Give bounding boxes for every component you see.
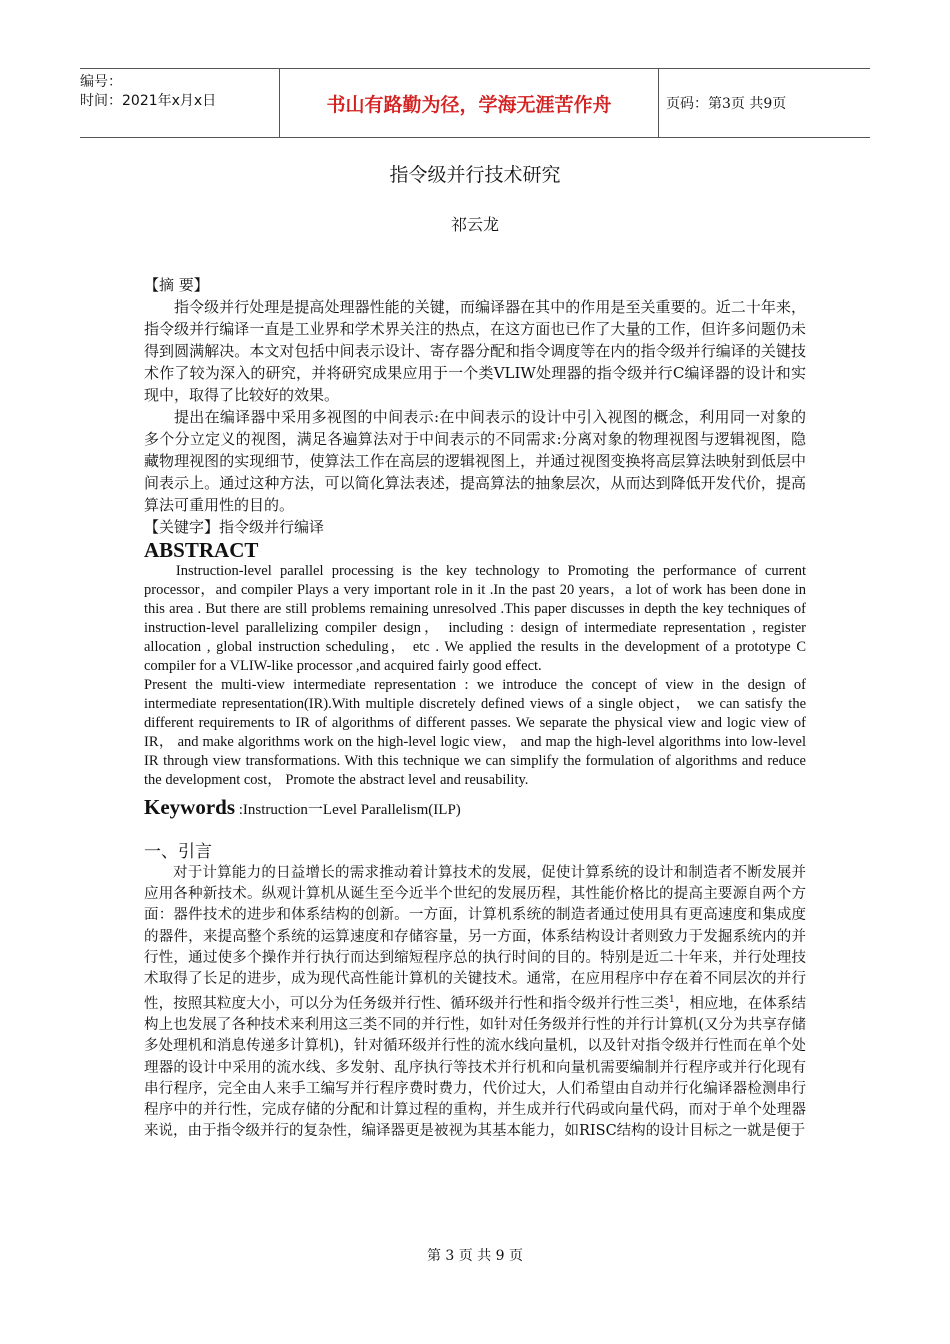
abstract-en-paragraph: Present the multi-view intermediate representation : we introduce the concept of view in the design of intermediate representation(IR).With multiple discretely defined views of a single object， we can satisfy the different requirements to IR of algorithms of different passes. We separate the physical view and logic view of IR， and make algorithms work on the high-level logic view， and map the high-level algorithms into low-level IR through view transformations. With this technique we can simplify the formulation of algorithms and reduce the development cost， Promote the abstract level and reusability.	[144, 677, 806, 788]
abstract-en-heading: ABSTRACT	[144, 538, 259, 562]
keywords-zh-value: 指令级并行编译	[219, 518, 325, 536]
abstract-en-paragraph: Instruction-level parallel processing is the key technology to Promoting the performance of current processor，and compiler Plays a very important role in it .In the past 20 years，a lot of work has been done in this area . But there are still problems remaining unresolved .This paper discusses in depth the key techniques of instruction-level parallelizing compiler design， including : design of intermediate representation , register allocation , global instruction scheduling， etc . We applied the results in the development of a prototype C compiler for a VLIW-like processor ,and acquired fairly good effect.	[144, 563, 806, 674]
footnote-ref: 1	[669, 995, 675, 1006]
abstract-zh-paragraph: 提出在编译器中采用多视图的中间表示:在中间表示的设计中引入视图的概念，利用同一对象的多个分立定义的视图，满足各遍算法对于中间表示的不同需求:分离对象的物理视图与逻辑视图，隐藏物理视图的实现细节，使算法工作在高层的逻辑视图上，并通过视图变换将高层算法映射到低层中间表示上。通过这种方法，可以简化算法表述，提高算法的抽象层次，从而达到降低开发代价，提高算法可重用性的目的。	[144, 408, 806, 514]
header-motto: 书山有路勤为径，学海无涯苦作舟	[280, 69, 659, 137]
number-label: 编号：	[80, 74, 122, 90]
abstract-zh-heading: 【摘 要】	[144, 276, 209, 294]
keywords-zh-label: 【关键字】	[144, 518, 220, 536]
document-body	[144, 274, 806, 1142]
page-footer: 第 3 页 共 9 页	[426, 1248, 524, 1264]
header-page-label: 页码：第3页 共9页	[666, 96, 787, 112]
keywords-en-label: Keywords	[144, 795, 235, 819]
section-text: 对于计算能力的日益增长的需求推动着计算技术的发展，促使计算系统的设计和制造者不断发展并应用各种新技术。纵观计算机从诞生至今近半个世纪的发展历程，其性能价格比的提高主要源自两个方面：器件技术的进步和体系结构的创新。一方面，计算机系统的制造者通过使用具有更高速度和集成度的器件，来提高整个系统的运算速度和存储容量，另一方面，体系结构设计者则致力于发掘系统内的并行性，通过使多个操作并行执行而达到缩短程序总的执行时间的目的。特别是近二十年来，并行处理技术取得了长足的进步，成为现代高性能计算机的关键技术。通常，在应用程序中存在着不同层次的并行性，按照其粒度大小，可以分为任务级并行性、循环级并行性和指令级并行性三类	[144, 865, 806, 1013]
page-title: 指令级并行技术研究	[389, 164, 561, 186]
section-heading: 一、引言	[144, 842, 212, 862]
keywords-en	[144, 792, 806, 825]
section-paragraph	[144, 863, 806, 1142]
author: 祁云龙	[450, 215, 499, 234]
time-label: 时间：2021年x月x日	[80, 93, 217, 109]
keywords-zh	[144, 516, 806, 538]
abstract-zh-paragraph: 指令级并行处理是提高处理器性能的关键，而编译器在其中的作用是至关重要的。近二十年来，指令级并行编译一直是工业界和学术界关注的热点，在这方面也已作了大量的工作，但许多问题仍未得到圆满解决。本文对包括中间表示设计、寄存器分配和指令调度等在内的指令级并行编译的关键技术作了较为深入的研究，并将研究成果应用于一个类VLIW处理器的指令级并行C编译器的设计和实现中，取得了比较好的效果。	[144, 298, 806, 404]
header-meta	[80, 69, 280, 137]
document-header	[80, 68, 870, 138]
keywords-en-value: :Instruction一Level Parallelism(ILP)	[238, 802, 461, 818]
section-text: ，相应地，在体系结构上也发展了各种技术来利用这三类不同的并行性，如针对任务级并行性的并行计算机(又分为共享存储多处理机和消息传递多计算机)，针对循环级并行性的流水线向量机，以及针对指令级并行性而在单个处理器的设计中采用的流水线、多发射、乱序执行等技术并行机和向量机需要编制并行程序或并行化现有串行程序，完全由人来手工编写并行程序费时费力，代价过大，人们希望由自动并行化编译器检测串行程序中的并行性，完成存储的分配和计算过程的重构，并生成并行代码或向量代码，而对于单个处理器来说，由于指令级并行的复杂性，编译器更是被视为其基本能力，如RISC结构的设计目标之一就是便于	[144, 996, 807, 1140]
